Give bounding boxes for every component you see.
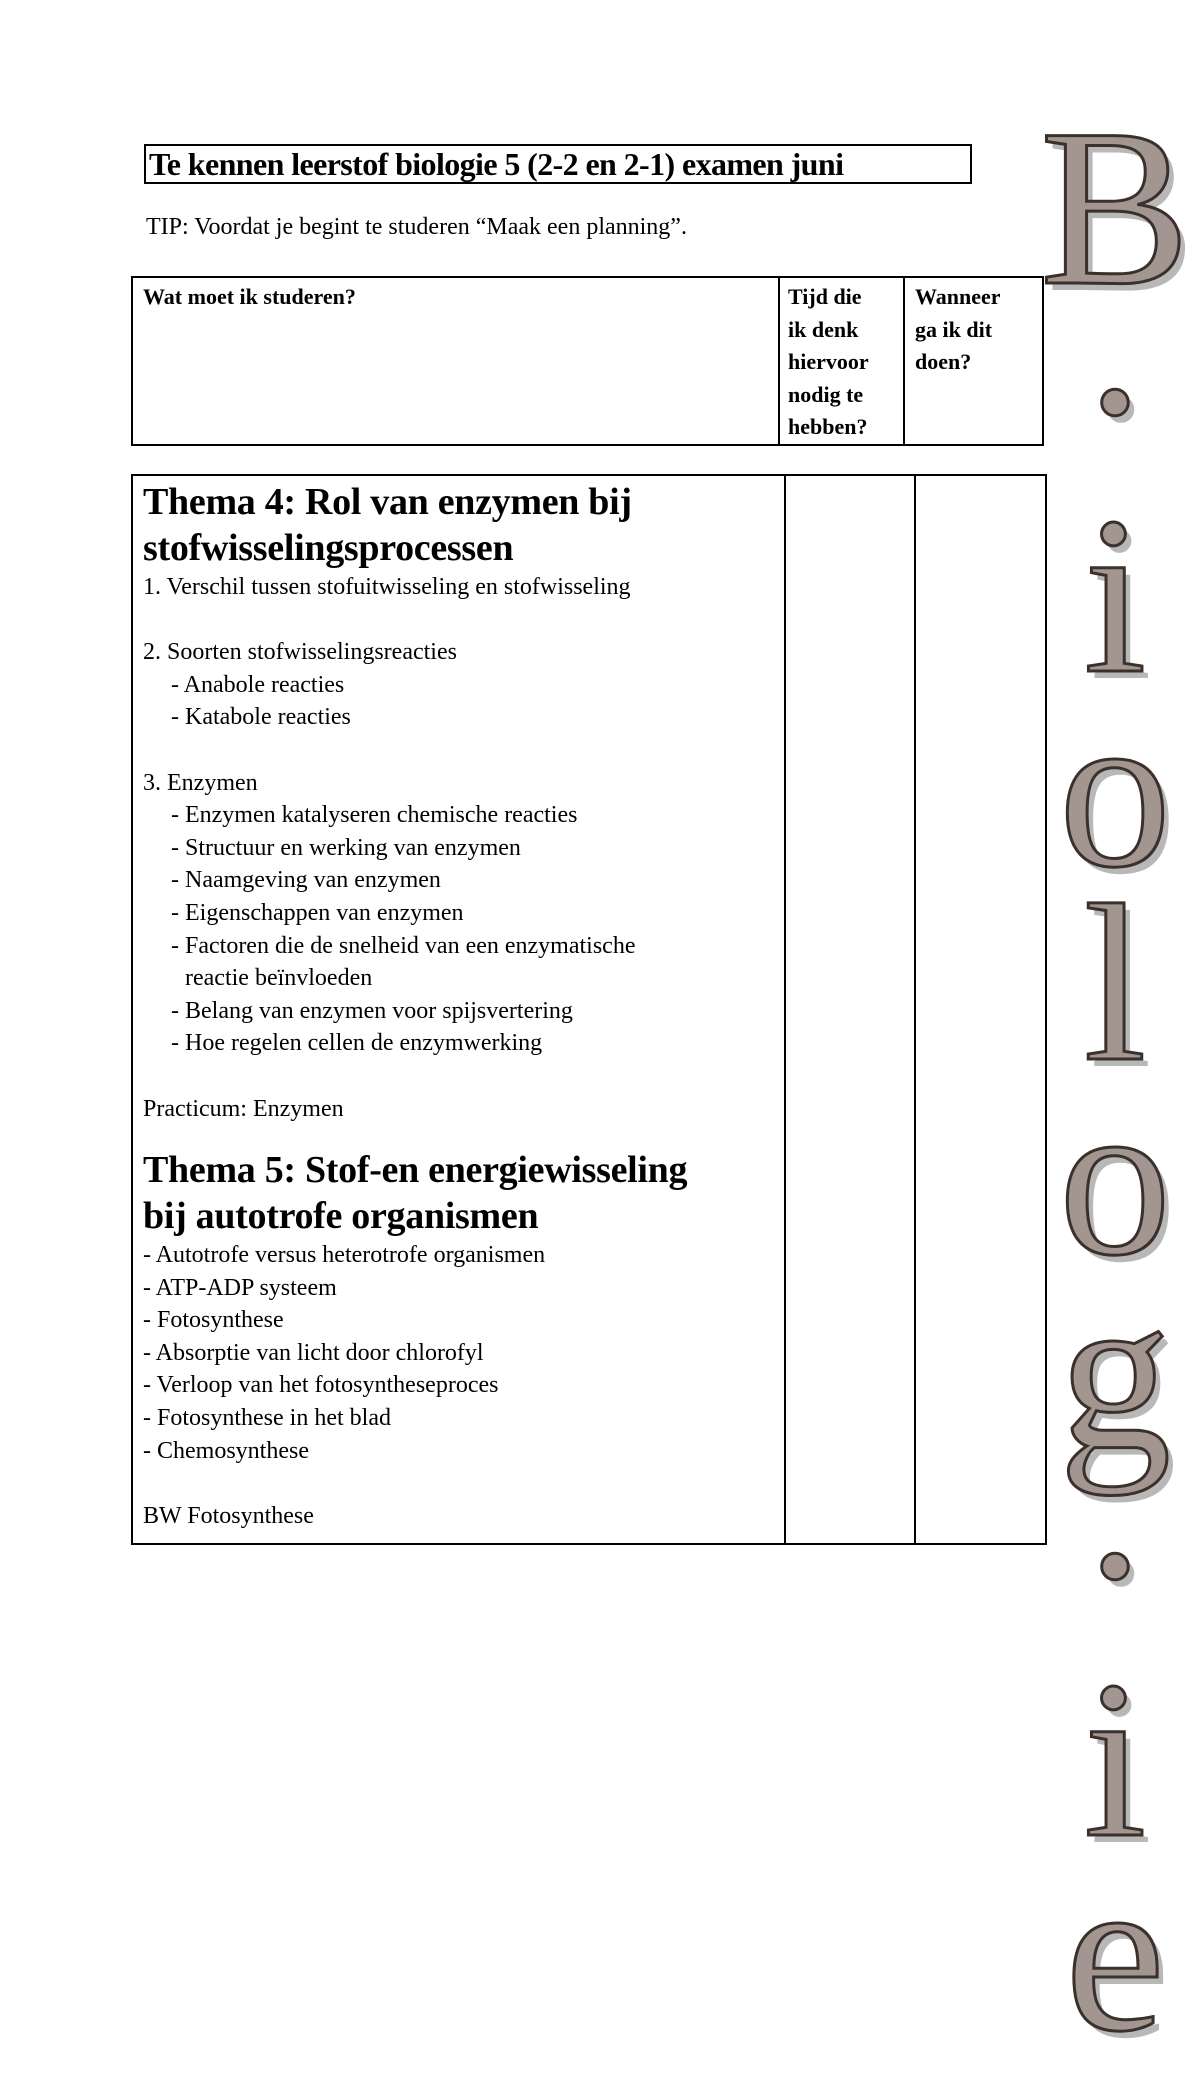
theme5-bw: BW Fotosynthese (143, 1502, 314, 1529)
header-when-line: ga ik dit (915, 316, 993, 342)
theme4-item-2: 2. Soorten stofwisselingsreacties (143, 639, 457, 666)
header-time-line: hebben? (788, 414, 868, 439)
theme5-item: - Absorptie van licht door chlorofyl (143, 1339, 484, 1366)
theme5-item: - Verloop van het fotosyntheseproces (143, 1372, 499, 1399)
study-content-cell (132, 475, 785, 1544)
time-needed-cell[interactable] (785, 475, 915, 1544)
header-when-line: doen? (915, 349, 972, 374)
side-title-letter: · (1077, 1440, 1153, 1690)
theme4-item-1: 1. Verschil tussen stofuitwisseling en stofwisseling (143, 574, 631, 600)
header-cell-when (904, 277, 1043, 445)
theme4-item-3-sub: - Belang van enzymen voor spijsvertering (171, 997, 573, 1024)
theme4-item-2-sub: - Katabole reacties (171, 704, 351, 731)
side-title-wordart (1040, 82, 1191, 2078)
header-cell-what (132, 277, 779, 445)
page-title: Te kennen leerstof biologie 5 (2-2 en 2-1) examen juni (144, 144, 972, 184)
theme4-item-3-sub: - Structuur en werking van enzymen (171, 834, 521, 861)
theme4-item-3-sub: - Enzymen katalyseren chemische reacties (171, 802, 578, 829)
header-time-line: hiervoor (788, 349, 869, 374)
header-table (131, 276, 1044, 446)
side-title-letter: g (1058, 1246, 1172, 1496)
theme4-item-3-sub: - Naamgeving van enzymen (171, 867, 441, 894)
side-title-letter: l (1083, 858, 1147, 1108)
theme5-heading-line: bij autotrofe organismen (143, 1195, 539, 1238)
theme4-item-3: 3. Enzymen (143, 769, 258, 796)
theme4-heading-line: Thema 4: Rol van enzymen bij (143, 481, 632, 523)
theme5-heading (143, 1147, 784, 1239)
header-time-line: ik denk (788, 316, 859, 342)
side-title-letter: · (1077, 276, 1153, 526)
theme5-heading-line: Thema 5: Stof-en energiewisseling (143, 1149, 688, 1192)
theme5-item: - Fotosynthese in het blad (143, 1405, 391, 1432)
header-time-line: nodig te (788, 381, 864, 407)
side-title-letter: e (1065, 1828, 1165, 2078)
theme4-item-3-sub: - Factoren die de snelheid van een enzymatische (171, 932, 636, 959)
side-title-letter: i (1083, 470, 1147, 720)
side-title-letter: o (1058, 664, 1172, 914)
theme4-item-3-sub: reactie beïnvloeden (185, 965, 373, 992)
theme5-item: - Chemosynthese (143, 1437, 309, 1464)
header-cell-time (779, 277, 904, 445)
when-cell[interactable] (915, 475, 1046, 1544)
theme4-heading (143, 479, 784, 571)
theme5-item: - Autotrofe versus heterotrofe organismen (143, 1242, 546, 1269)
side-title-letter: i (1083, 1634, 1147, 1884)
theme4-item-2-sub: - Anabole reacties (171, 671, 345, 698)
side-title-letter: B (1040, 82, 1191, 332)
header-time-line: Tijd die (788, 284, 862, 309)
theme4-heading-line: stofwisselingsprocessen (143, 527, 514, 569)
theme4-practicum: Practicum: Enzymen (143, 1095, 344, 1122)
content-table (131, 474, 1047, 1545)
theme4-item-3-sub: - Eigenschappen van enzymen (171, 899, 464, 926)
theme5-item: - ATP-ADP systeem (143, 1274, 337, 1301)
tip-text: TIP: Voordat je begint te studeren “Maak een planning”. (146, 214, 687, 240)
theme5-item: - Fotosynthese (143, 1307, 284, 1334)
theme4-item-3-sub: - Hoe regelen cellen de enzymwerking (171, 1030, 543, 1057)
side-title-letter: o (1058, 1052, 1172, 1302)
header-what-label: Wat moet ik studeren? (143, 284, 356, 309)
header-when-line: Wanneer (915, 284, 1001, 309)
